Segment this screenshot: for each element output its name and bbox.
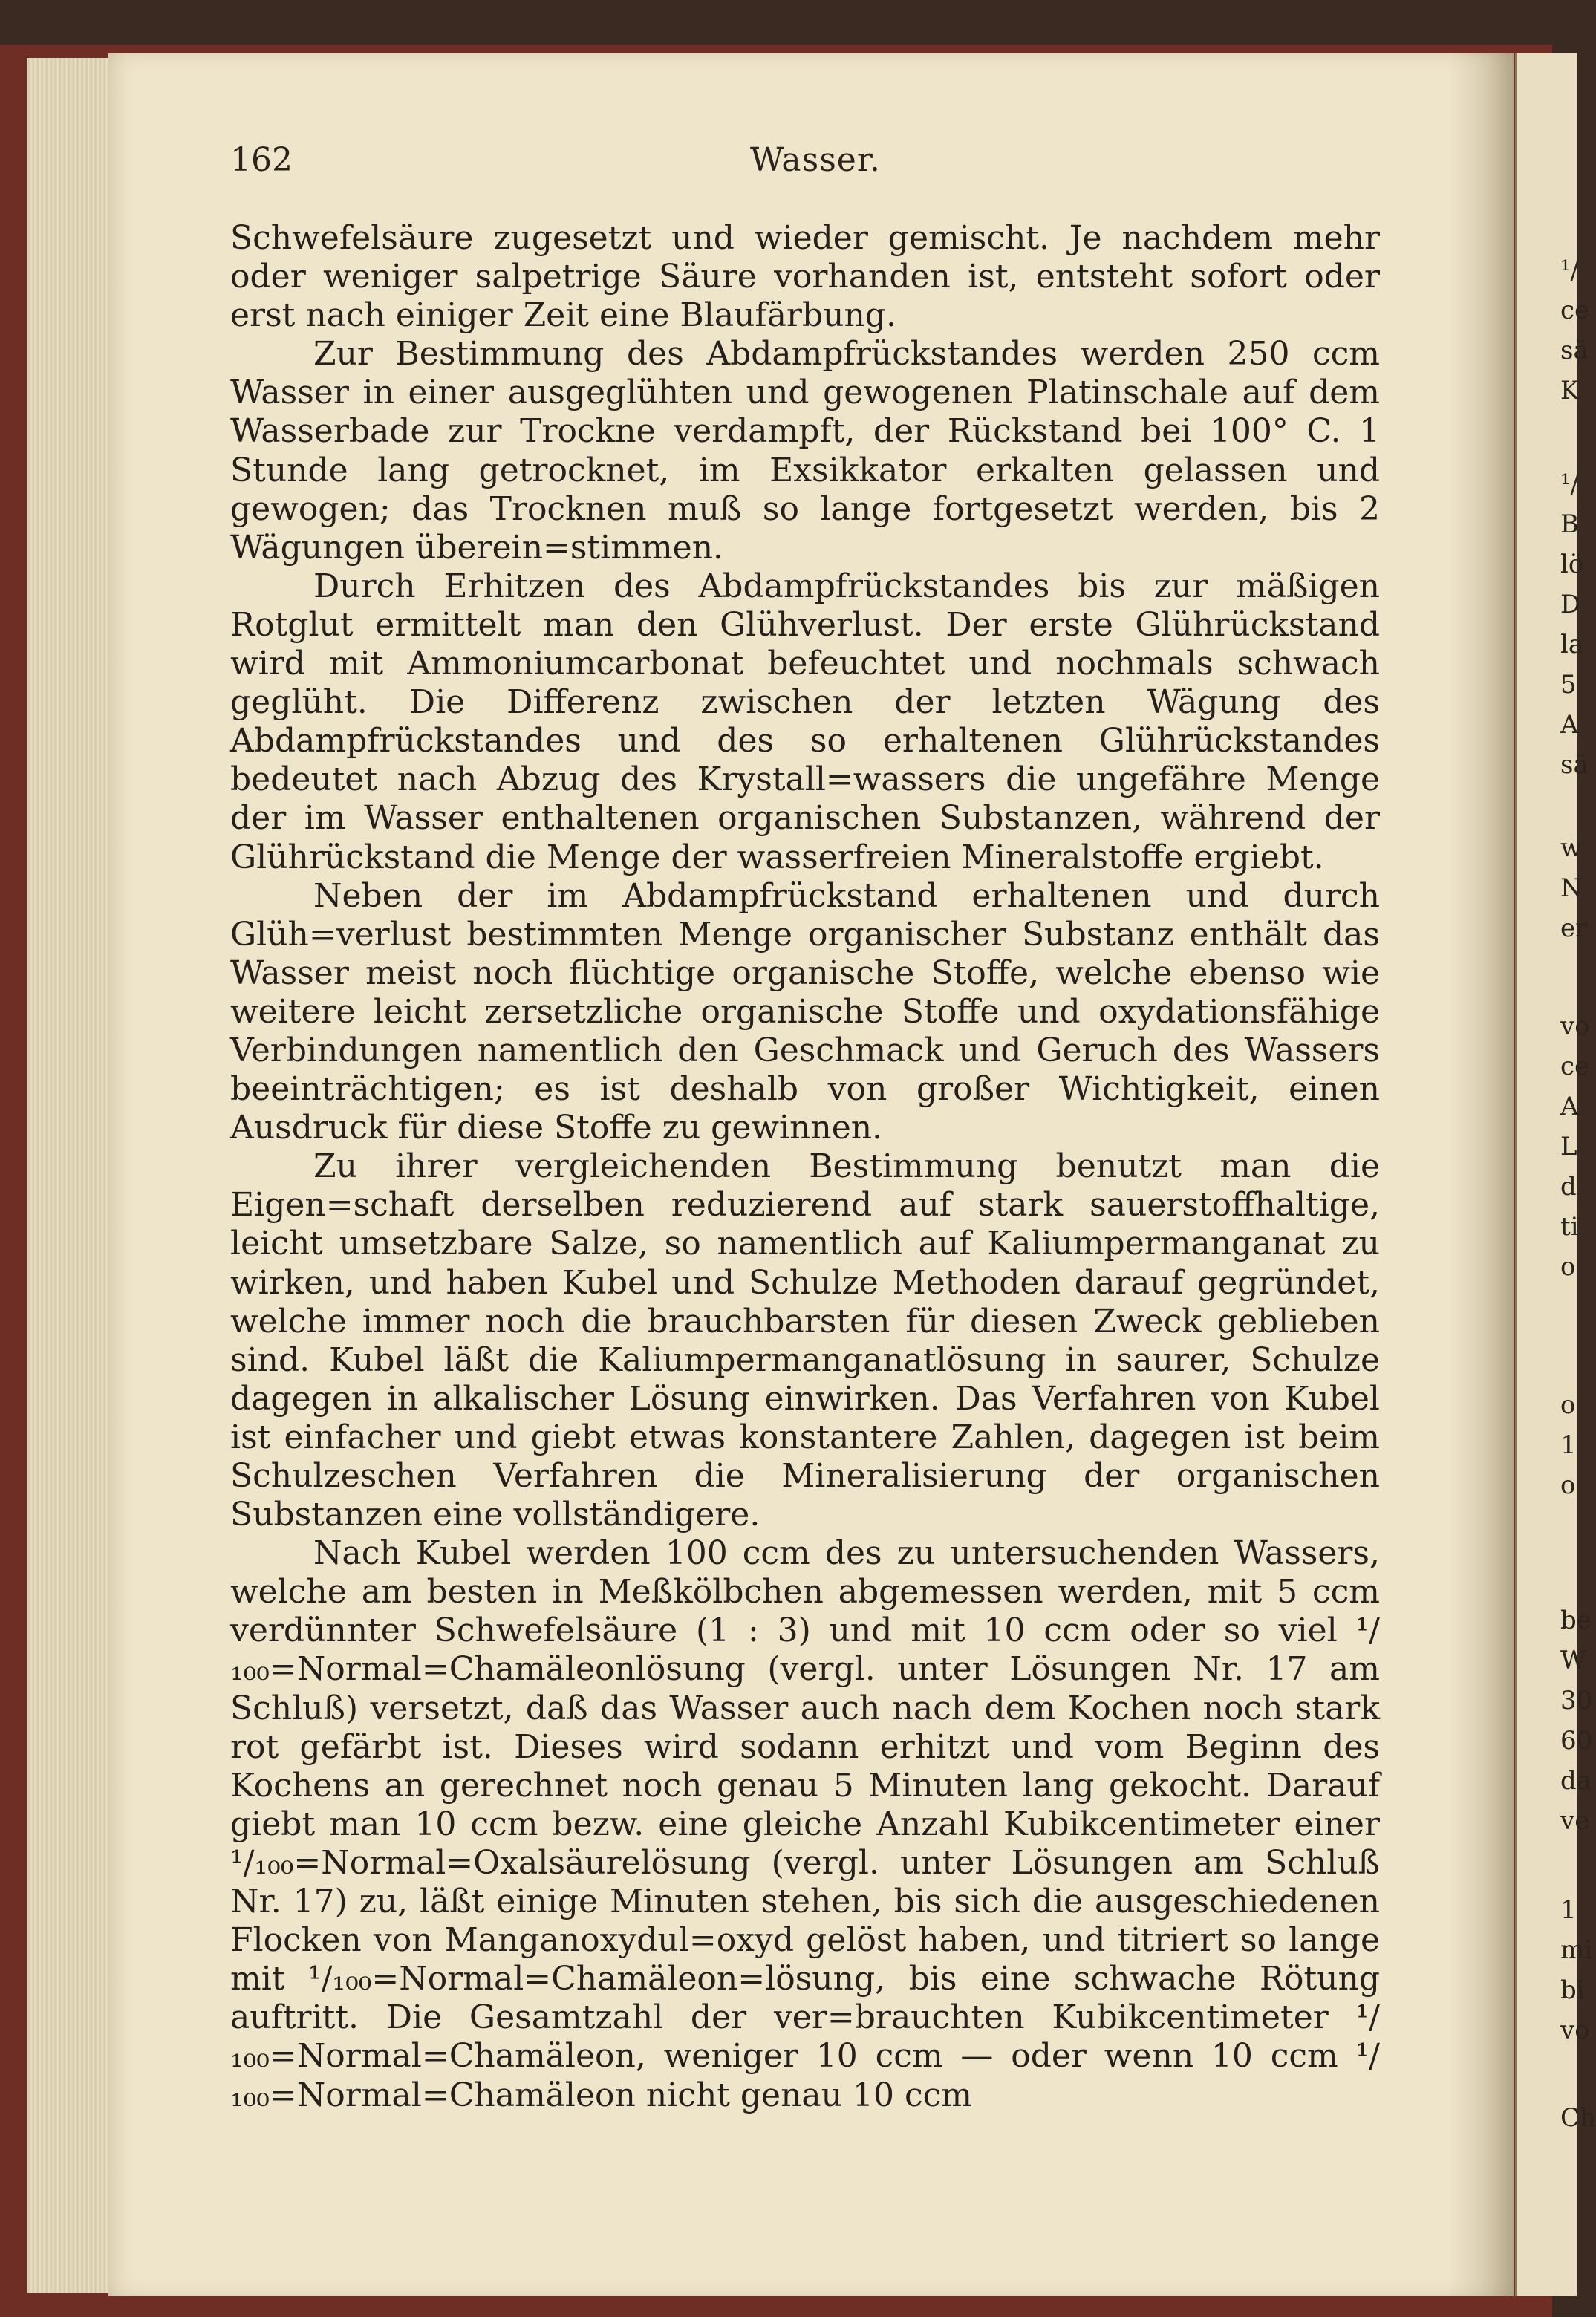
- fragment: mi: [1560, 1935, 1593, 1965]
- fragment: A: [1560, 710, 1579, 740]
- fragment: 1: [1560, 1895, 1577, 1925]
- fragment: W: [1560, 1646, 1586, 1675]
- fragment: be: [1560, 1606, 1592, 1635]
- fragment: ce: [1560, 1052, 1590, 1081]
- fragment: Ch: [1560, 2103, 1596, 2133]
- fragment: w: [1560, 833, 1583, 863]
- fragment: o: [1560, 1390, 1576, 1420]
- page-number: 162: [230, 141, 293, 179]
- fragment: ti: [1560, 1212, 1579, 1242]
- fragment: 30: [1560, 1686, 1593, 1715]
- fragment: A: [1560, 1092, 1579, 1121]
- fragment: ve: [1560, 1806, 1590, 1836]
- fragment: bi: [1560, 1975, 1585, 2005]
- fragment: 60: [1560, 1726, 1593, 1756]
- page-edges: [27, 58, 110, 2293]
- fragment: d: [1560, 1172, 1577, 1202]
- fragment: sä: [1560, 750, 1589, 780]
- fragment: la: [1560, 630, 1584, 659]
- fragment: N: [1560, 873, 1583, 903]
- fragment: B: [1560, 509, 1579, 539]
- running-title: Wasser.: [750, 141, 882, 179]
- paragraph: Nach Kubel werden 100 ccm des zu untersuchenden Wassers, welche am besten in Meßkölbchen abgemessen werden, mit 5 ccm verdünnter Schwefelsäure (1 : 3) und mit 10 ccm oder so viel ¹/₁₀₀=Normal=Chamäleonlösung (vergl. unter Lösungen Nr. 17 am Schluß) versetzt, daß das Wasser auch nach dem Kochen noch stark rot gefärbt ist. Dieses wird sodann erhitzt und vom Beginn des Kochens an gerechnet noch genau 5 Minuten lang gekocht. Darauf giebt man 10 ccm bezw. eine gleiche Anzahl Kubikcentimeter einer ¹/₁₀₀=Normal=Oxalsäurelösung (vergl. unter Lösungen am Schluß Nr. 17) zu, läßt einige Minuten stehen, bis sich die ausgeschiedenen Flocken von Manganoxydul=oxyd gelöst haben, und titriert so lange mit ¹/₁₀₀=Normal=Chamäleon=lösung, bis eine schwache Rötung auftritt. Die Gesamtzahl der ver=brauchten Kubikcentimeter ¹/₁₀₀=Normal=Chamäleon, weniger 10 ccm — oder wenn 10 ccm ¹/₁₀₀=Normal=Chamäleon nicht genau 10 ccm: [230, 1534, 1380, 2114]
- fragment: da: [1560, 1766, 1592, 1796]
- fragment: 1: [1560, 1430, 1577, 1460]
- fragment: ¹/: [1560, 469, 1580, 499]
- paragraph: Durch Erhitzen des Abdampfrückstandes bis zur mäßigen Rotglut ermittelt man den Glühverlust. Der erste Glührückstand wird mit Ammoniumcarbonat befeuchtet und nochmals schwach geglüht. Die Differenz zwischen der letzten Wägung des Abdampfrückstandes und des so erhaltenen Glührückstandes bedeutet nach Abzug des Krystall=wassers die ungefähre Menge der im Wasser enthaltenen organischen Substanzen, während der Glührückstand die Menge der wasserfreien Mineralstoffe ergiebt.: [230, 567, 1380, 876]
- paragraph: Zu ihrer vergleichenden Bestimmung benutzt man die Eigen=schaft derselben reduzierend auf stark sauerstoffhaltige, leicht umsetzbare Salze, so namentlich auf Kaliumpermanganat zu wirken, und haben Kubel und Schulze Methoden darauf gegründet, welche immer noch die brauchbarsten für diesen Zweck geblieben sind. Kubel läßt die Kaliumpermanganatlösung in saurer, Schulze dagegen in alkalischer Lösung einwirken. Das Verfahren von Kubel ist einfacher und giebt etwas konstantere Zahlen, dagegen ist beim Schulzeschen Verfahren die Mineralisierung der organischen Substanzen eine vollständigere.: [230, 1147, 1380, 1534]
- fragment: D: [1560, 590, 1581, 619]
- fragment: 5: [1560, 670, 1577, 700]
- fragment: ce: [1560, 296, 1590, 325]
- adjacent-page: [1515, 53, 1596, 2296]
- page-body: [230, 219, 1380, 2115]
- fragment: L: [1560, 1132, 1577, 1161]
- paragraph: Neben der im Abdampfrückstand erhaltenen und durch Glüh=verlust bestimmten Menge organischer Substanz enthält das Wasser meist noch flüchtige organische Stoffe, welche ebenso wie weitere leicht zersetzliche organische Stoffe und oxydationsfähige Verbindungen namentlich den Geschmack und Geruch des Wassers beeinträchtigen; es ist deshalb von großer Wichtigkeit, einen Ausdruck für diese Stoffe zu gewinnen.: [230, 876, 1380, 1147]
- fragment: sä: [1560, 336, 1589, 365]
- gutter-shadow: [1448, 53, 1515, 2296]
- fragment: vo: [1560, 2015, 1590, 2045]
- fragment: er: [1560, 913, 1588, 943]
- fragment: o: [1560, 1470, 1576, 1500]
- fragment: vo: [1560, 1011, 1590, 1041]
- fragment: ¹/: [1560, 255, 1580, 285]
- fragment: K: [1560, 376, 1580, 405]
- fragment: lö: [1560, 550, 1584, 579]
- fragment: o: [1560, 1252, 1576, 1282]
- paragraph: Schwefelsäure zugesetzt und wieder gemischt. Je nachdem mehr oder weniger salpetrige Säure vorhanden ist, entsteht sofort oder erst nach einiger Zeit eine Blaufärbung.: [230, 219, 1380, 335]
- page-header: [230, 141, 1381, 186]
- paragraph: Zur Bestimmung des Abdampfrückstandes werden 250 ccm Wasser in einer ausgeglühten und gewogenen Platinschale auf dem Wasserbade zur Trockne verdampft, der Rückstand bei 100° C. 1 Stunde lang getrocknet, im Exsikkator erkalten gelassen und gewogen; das Trocknen muß so lange fortgesetzt werden, bis 2 Wägungen überein=stimmen.: [230, 335, 1380, 567]
